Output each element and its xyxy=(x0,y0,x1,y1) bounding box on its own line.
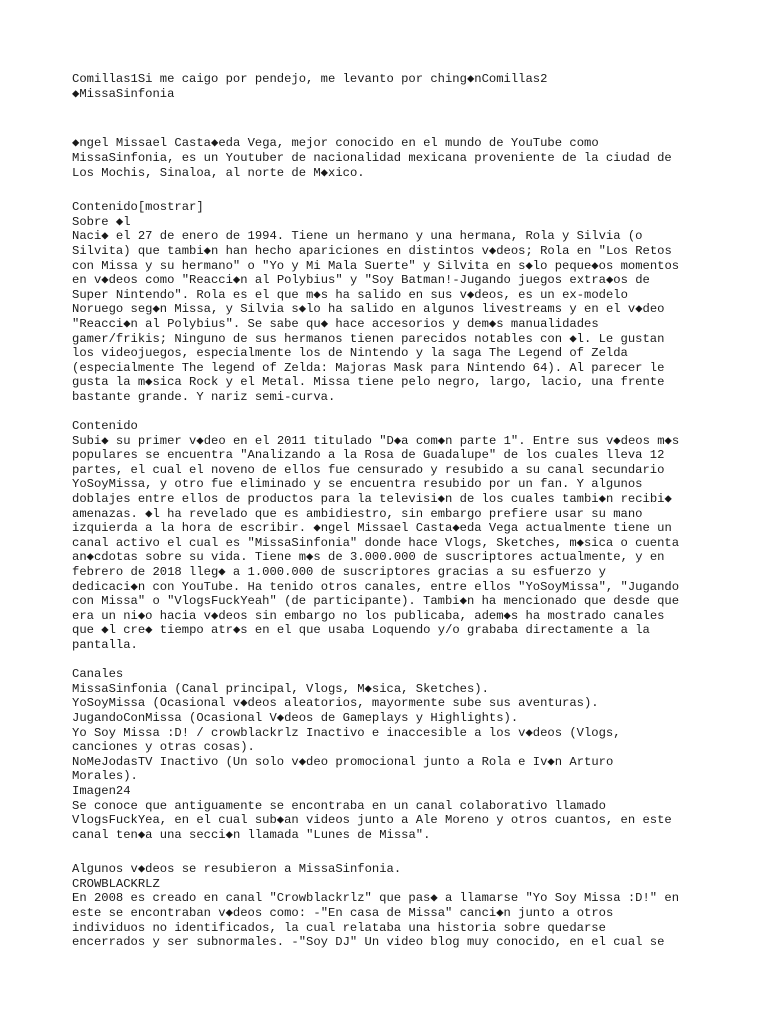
text-line: doblajes entre ellos de productos para la televisi◆n de los cuales tambi◆n recibi◆ xyxy=(72,492,672,507)
section-heading: Sobre ◆l xyxy=(72,214,131,229)
content-section xyxy=(72,419,712,653)
page-title: ◆MissaSinfonia xyxy=(72,86,175,101)
text-line: Morales). xyxy=(72,769,138,784)
text-line: Se conoce que antiguamente se encontraba en un canal colaborativo llamado xyxy=(72,798,606,813)
text-line: gamer/frikis; Ninguno de sus hermanos tienen parecidos notables con ◆l. Le gustan xyxy=(72,331,665,346)
text-line: con Missa y su hermano" o "Yo y Mi Mala Suerte" y Silvita en s◆lo peque◆os momentos xyxy=(72,258,680,273)
text-line: VlogsFuckYea, en el cual sub◆an videos junto a Ale Moreno y otros cuantos, en este xyxy=(72,813,672,828)
text-line: Subi◆ su primer v◆deo en el 2011 titulado "D◆a com◆n parte 1". Entre sus v◆deos m◆s xyxy=(72,433,680,448)
text-line: Los Mochis, Sinaloa, al norte de M◆xico. xyxy=(72,165,365,180)
text-line: Noruego seg◆n Missa, y Silvia s◆lo ha salido en algunos livestreams y en el v◆deo xyxy=(72,302,665,317)
about-section xyxy=(72,200,712,404)
text-line: pantalla. xyxy=(72,637,138,652)
section-heading: CROWBLACKRLZ xyxy=(72,876,160,891)
text-line: era un ni◆o hacia v◆deos sin embargo no los publicaba, adem◆s ha mostrado canales xyxy=(72,608,665,623)
text-line: ◆ngel Missael Casta◆eda Vega, mejor conocido en el mundo de YouTube como xyxy=(72,136,599,151)
section-heading: Contenido xyxy=(72,419,138,434)
text-line: bastante grande. Y nariz semi-curva. xyxy=(72,389,336,404)
text-line: izquierda a la hora de escribir. ◆ngel Missael Casta◆eda Vega actualmente tiene un xyxy=(72,521,672,536)
text-line: este se encontraban v◆deos como: -"En casa de Missa" canci◆n junto a otros xyxy=(72,906,614,921)
text-line: individuos no identificados, la cual relataba una historia sobre quedarse xyxy=(72,920,606,935)
text-line: los videojuegos, especialmente los de Nintendo y la saga The Legend of Zelda xyxy=(72,346,628,361)
text-line: JugandoConMissa (Ocasional V◆deos de Gameplays y Highlights). xyxy=(72,710,519,725)
section-heading: Canales xyxy=(72,667,124,682)
text-line: Yo Soy Missa :D! / crowblackrlz Inactivo e inaccesible a los v◆deos (Vlogs, xyxy=(72,725,621,740)
channels-section xyxy=(72,667,712,842)
text-line: MissaSinfonia, es un Youtuber de nacionalidad mexicana proveniente de la ciudad de xyxy=(72,150,672,165)
text-line: Naci◆ el 27 de enero de 1994. Tiene un hermano y una hermana, Rola y Silvia (o xyxy=(72,229,643,244)
title-block xyxy=(72,72,712,101)
text-line: con Missa" o "VlogsFuckYeah" (de participante). Tambi◆n ha mencionado que desde que xyxy=(72,594,680,609)
resubidos-section xyxy=(72,862,712,950)
text-line: Silvita) que tambi◆n han hecho apariciones en distintos v◆deos; Rola en "Los Retos xyxy=(72,243,672,258)
text-line: dedicaci◆n con YouTube. Ha tenido otros canales, entre ellos "YoSoyMissa", "Jugando xyxy=(72,579,680,594)
text-line: encerrados y ser subnormales. -"Soy DJ" Un video blog muy conocido, en el cual se xyxy=(72,935,665,950)
text-line: partes, el cual el noveno de ellos fue censurado y resubido a su canal secundario xyxy=(72,462,665,477)
text-line: en v◆deos como "Reacci◆n al Polybius" y "Soy Batman!-Jugando juegos extra◆os de xyxy=(72,273,650,288)
text-line: Super Nintendo". Rola es el que m◆s ha salido en sus v◆deos, es un ex-modelo xyxy=(72,287,628,302)
section-heading: Contenido[mostrar] xyxy=(72,200,204,215)
intro-paragraph xyxy=(72,136,712,180)
text-line: Imagen24 xyxy=(72,783,131,798)
text-line: populares se encuentra "Analizando a la Rosa de Guadalupe" de los cuales lleva 12 xyxy=(72,448,665,463)
text-line: Algunos v◆deos se resubieron a MissaSinfonia. xyxy=(72,862,402,877)
text-line: "Reacci◆n al Polybius". Se sabe qu◆ hace accesorios y dem◆s manualidades xyxy=(72,316,599,331)
text-line: canciones y otras cosas). xyxy=(72,740,255,755)
text-line: YoSoyMissa, y otro fue eliminado y se encuentra resubido por un fan. Y algunos xyxy=(72,477,643,492)
quote-line: Comillas1Si me caigo por pendejo, me levanto por ching◆nComillas2 xyxy=(72,72,548,86)
text-line: canal activo el cual es "MissaSinfonia" donde hace Vlogs, Sketches, m◆sica o cuenta xyxy=(72,535,680,550)
text-line: amenazas. ◆l ha revelado que es ambidiestro, sin embargo prefiere usar su mano xyxy=(72,506,643,521)
text-line: febrero de 2018 lleg◆ a 1.000.000 de suscriptores gracias a su esfuerzo y xyxy=(72,565,606,579)
text-line: MissaSinfonia (Canal principal, Vlogs, M◆sica, Sketches). xyxy=(72,681,489,696)
text-line: gusta la m◆sica Rock y el Metal. Missa tiene pelo negro, largo, lacio, una frente xyxy=(72,375,665,390)
text-line: canal ten◆a una secci◆n llamada "Lunes de Missa". xyxy=(72,827,431,842)
text-line: En 2008 es creado en canal "Crowblackrlz" que pas◆ a llamarse "Yo Soy Missa :D!" en xyxy=(72,891,680,906)
text-line: (especialmente The legend of Zelda: Majoras Mask para Nintendo 64). Al parecer le xyxy=(72,360,665,375)
text-line: YoSoyMissa (Ocasional v◆deos aleatorios, mayormente sube sus aventuras). xyxy=(72,696,599,711)
text-line: que ◆l cre◆ tiempo atr◆s en el que usaba Loquendo y/o grababa directamente a la xyxy=(72,623,650,638)
text-line: NoMeJodasTV Inactivo (Un solo v◆deo promocional junto a Rola e Iv◆n Arturo xyxy=(72,754,614,769)
document-page xyxy=(72,72,712,950)
text-line: an◆cdotas sobre su vida. Tiene m◆s de 3.000.000 de suscriptores actualmente, y en xyxy=(72,550,665,565)
